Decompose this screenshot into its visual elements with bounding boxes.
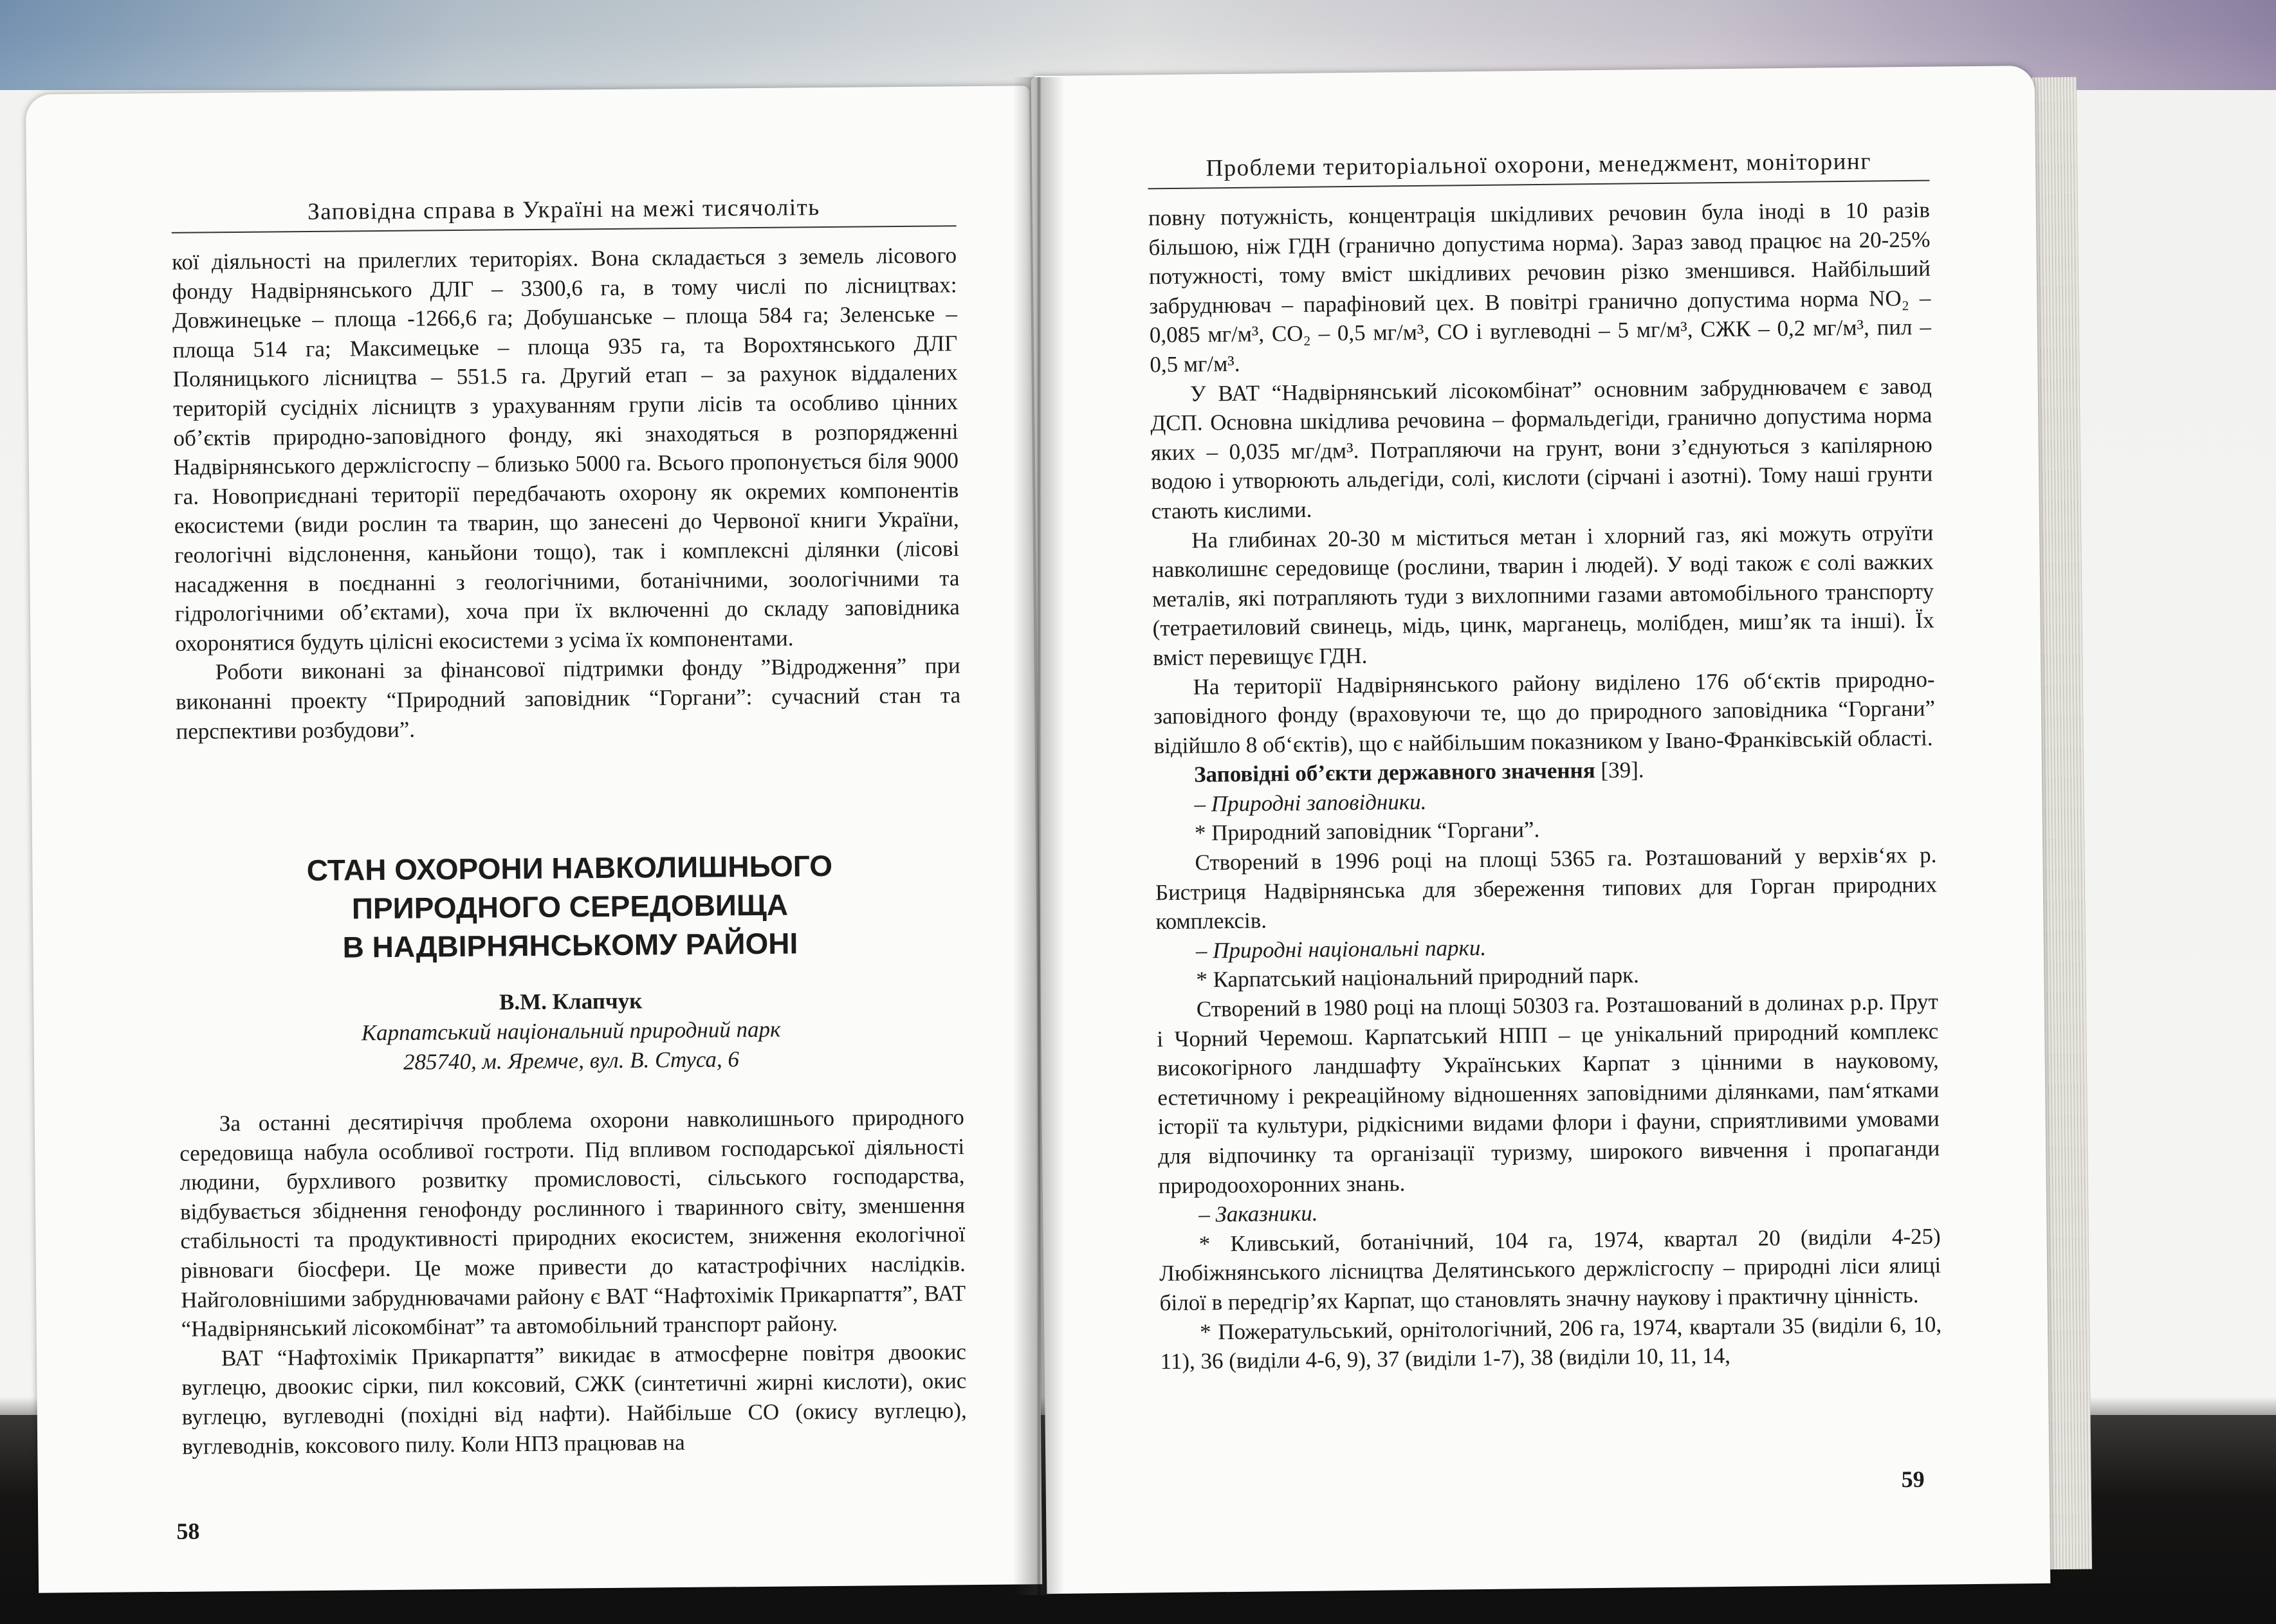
author-address: 285740, м. Яремче, вул. В. Стуса, 6 <box>403 1046 740 1075</box>
category-label: – Заказники. <box>1198 1200 1318 1227</box>
paragraph: У ВАТ “Надвірнянський лісокомбінат” основним забруднювачем є завод ДСП. Основна шкідлива речовина – формальдегіди, гранично допустима норма яких – 0,035 мг/дм³. Потрапляючи на грунт, вони з’єднуються з капілярною водою і утворюють альдегіди, солі, кислоти (сірчані і азотні). Тому наші грунти стають кислими. <box>1150 373 1933 524</box>
section-heading-ref: [39]. <box>1595 757 1644 783</box>
paragraph: На глибинах 20-30 м міститься метан і хлорний газ, які можуть отруїти навколишнє середовище (рослини, тварин і людей). У воді також є солі важких металів, які потрапляють туди з вихлопними газами автомобільного транспорту (тетраетиловий свинець, мідь, цинк, марганець, молібден, миш’як та інші). Їх вміст перевищує ГДН. <box>1152 520 1934 671</box>
author-affiliation: Карпатський національний природний парк <box>361 1016 781 1046</box>
list-item: * Карпатський національний природний парк. <box>1196 962 1639 993</box>
author-name: В.М. Клапчук <box>499 988 643 1015</box>
paragraph: За останні десятиріччя проблема охорони навколишнього природного середовища набула особливої гостроти. Під впливом господарської діяльності людини, бурхливого розвитку промисловості, сільського господарства, відбувається збіднення генофонду рослинного і тваринного світу, зменшення стабільності та продуктивності природних екосистем, зниження екологічної рівноваги біосфери. Це може привести до катастрофічних наслідків. Найголовнішими забруднювачами району є ВАТ “Нафтохімік Прикарпаття”, ВАТ “Надвірнянський лісокомбінат” та автомобільний транспорт району. <box>179 1104 966 1342</box>
paragraph: повну потужність, концентрація шкідливих речовин була іноді в 10 разів більшою, ніж ГДН (гранично допустима норма). Зараз завод працює на 20-25% потужності, тому вміст шкідливих речовин різко зменшився. Найбільший забруднювач – парафіновий цех. В повітрі гранично допустима норма NO₂ – 0,085 мг/м³, CO₂ – 0,5 мг/м³, CO і вуглеводні – 5 мг/м³, СЖК – 0,2 мг/м³, пил – 0,5 мг/м³. <box>1148 197 1932 378</box>
right-text <box>1148 196 1942 1376</box>
list-item: * Пожератульський, орнітологічний, 206 га, 1974, квартали 35 (виділи 6, 10, 11), 36 (виділи 4-6, 9), 37 (виділи 1-7), 38 (виділи 10, 11, 14, <box>1160 1311 1942 1374</box>
paragraph: Роботи виконані за фінансової підтримки фонду ”Відродження” при виконанні проекту “Природний заповідник “Горгани”: сучасний стан та перспективи розбудови”. <box>175 653 961 744</box>
left-page-number: 58 <box>176 1518 200 1544</box>
left-running-head: Заповідна справа в Україні на межі тисячоліть <box>171 192 956 233</box>
category-label: – Природні національні парки. <box>1195 935 1487 963</box>
paragraph: ВАТ “Нафтохімік Прикарпаття” викидає в атмосферне повітря двоокис вуглецю, двоокис сірки, пил коксовий, СЖК (синтетичні жирні кислоти), окис вуглецю, вуглеводні (похідні від нафти). Найбільше СО (окису вуглецю), вуглеводнів, коксового пилу. Коли НПЗ працював на <box>181 1338 967 1459</box>
title-line: ПРИРОДНОГО СЕРЕДОВИЩА <box>351 888 789 926</box>
left-bottom-text <box>179 1102 968 1461</box>
author-block <box>178 983 964 1079</box>
left-page <box>26 86 1042 1593</box>
paragraph: кої діяльності на прилеглих територіях. Вона складається з земель лісового фонду Надвірнянського ДЛГ – 3300,6 га, в тому числі по лісництвах: Довжинецьке – площа -1266,6 га; Добушанське – площа 584 га; Зеленське – площа 514 га; Максимецьке – площа 935 га, та Ворохтянського ДЛГ Поляницького лісництва – 551.5 га. Другий етап – за рахунок віддалених територій сусідніх лісництв з урахуванням групи лісів та особливо цінних об’єктів природно-заповідного фонду, які знаходяться в розпорядженні Надвірнянського держлісгоспу – близько 5000 га. Всього пропонується біля 9000 га. Новоприєднані території передбачають охорону як окремих компонентів екосистеми (види рослин та тварин, що занесені до Червоної книги України, геологічні відслонення, каньйони тощо), так і комплексні ділянки (лісові насадження в поєднанні з геологічними, ботанічними, зоологічними та гідрологічними об’єктами), хоча при їх включенні до складу заповідника охоронятися будуть цілісні екосистеми з усіма їх компонентами. <box>171 242 960 656</box>
category-label: – Природні заповідники. <box>1194 789 1427 817</box>
right-page-number: 59 <box>1901 1466 1925 1493</box>
right-page <box>1031 66 2051 1594</box>
list-item: * Природний заповідник “Горгани”. <box>1194 817 1540 846</box>
right-running-head: Проблеми територіальної охорони, менеджмент, моніторинг <box>1148 147 1929 190</box>
section-heading-bold: Заповідні об’єкти державного значення <box>1193 758 1595 787</box>
paragraph: Створений в 1996 році на площі 5365 га. Розташований у верхів‘ях р. Бистриця Надвірнянська для збереження типових для Горган природних комплексів. <box>1155 842 1938 935</box>
paragraph: На території Надвірнянського району виділено 176 об‘єктів природно-заповідного фонду (враховуючи те, що до природного заповідника “Горгани” відійшло 8 об‘єктів), що є найбільшим показником у Івано-Франківській області. <box>1153 666 1936 758</box>
left-top-text <box>172 241 961 746</box>
book-gutter <box>1013 77 1065 1595</box>
article-title <box>177 845 963 968</box>
paragraph: Створений в 1980 році на площі 50303 га. Розташований в долинах р.р. Прут і Чорний Черемош. Карпатський НПП – це унікальний природний комплекс високогірного ландшафту Українських Карпат з цінними в науковому, естетичному і рекреаційному відношеннях заповідними ділянками, пам‘ятками історії та культури, рідкісними видами флори і фауни, сприятливими умовами для відпочинку та організації туризму, широкого вивчення і пропаганди природоохоронних знань. <box>1157 989 1940 1198</box>
title-line: СТАН ОХОРОНИ НАВКОЛИШНЬОГО <box>306 848 833 888</box>
title-line: В НАДВІРНЯНСЬКОМУ РАЙОНІ <box>342 926 798 964</box>
list-item: * Кливський, ботанічний, 104 га, 1974, квартал 20 (виділи 4-25) Любіжнянського лісництва Делятинського держлісгоспу – природні ліси ялиці білої в передгір’ях Карпат, що становлять значну наукову і практичну цінність. <box>1159 1223 1941 1316</box>
